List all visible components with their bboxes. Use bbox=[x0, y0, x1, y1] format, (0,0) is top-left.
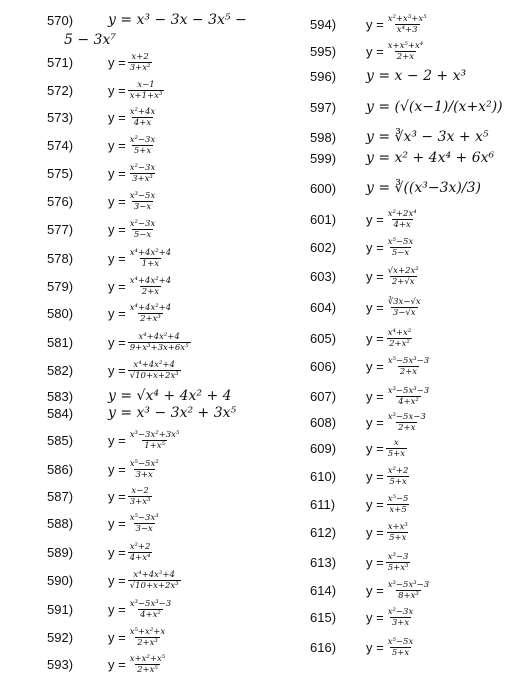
fraction bbox=[128, 52, 153, 73]
y-equals: y = bbox=[366, 16, 384, 32]
denominator: 2+√x bbox=[391, 276, 415, 287]
problem-number: 612) bbox=[310, 524, 337, 540]
numerator: x⁵−3x³ bbox=[129, 512, 159, 523]
numerator: x²+2 bbox=[387, 465, 409, 476]
problem-number: 604) bbox=[310, 299, 337, 315]
denominator: 2+x³ bbox=[137, 637, 158, 648]
y-equals: y = bbox=[108, 629, 126, 645]
y-equals: y = bbox=[108, 656, 126, 672]
fraction bbox=[128, 135, 158, 156]
fraction bbox=[386, 607, 416, 628]
denominator: x⁴+3 bbox=[396, 24, 418, 35]
problem-row bbox=[0, 540, 260, 564]
problem-row bbox=[0, 8, 260, 32]
numerator: x+x³ bbox=[387, 521, 408, 532]
problem-row bbox=[0, 105, 260, 129]
numerator: x²+x³+x⁵ bbox=[387, 13, 427, 24]
problem-row bbox=[260, 235, 520, 259]
fraction bbox=[386, 438, 407, 459]
problem-row bbox=[260, 464, 520, 488]
denominator: 9+x³+3x+6x⁵ bbox=[129, 342, 189, 353]
denominator: 2+x³ bbox=[140, 313, 161, 324]
numerator: x³−5x bbox=[129, 190, 156, 201]
y-equals: y = bbox=[366, 330, 384, 346]
denominator: 5+x bbox=[391, 647, 410, 658]
problem-row bbox=[260, 176, 520, 200]
problem-number: 587) bbox=[47, 488, 74, 504]
numerator: x⁴+4x²+4 bbox=[133, 359, 175, 370]
denominator: 5+x bbox=[389, 476, 407, 487]
y-equals: y = bbox=[108, 362, 126, 378]
denominator: 4+x bbox=[393, 219, 411, 230]
numerator: x⁴+x² bbox=[387, 327, 412, 338]
y-equals: y = bbox=[108, 488, 126, 504]
fraction bbox=[128, 430, 182, 451]
fraction bbox=[386, 494, 411, 515]
y-equals: y = bbox=[366, 468, 384, 484]
problem-row bbox=[0, 246, 260, 270]
problem-row bbox=[0, 50, 260, 74]
problem-number: 609) bbox=[310, 440, 337, 456]
denominator: x+5 bbox=[389, 504, 407, 515]
fraction bbox=[386, 356, 431, 377]
problem-row bbox=[0, 401, 260, 425]
y-equals: y = bbox=[108, 461, 126, 477]
denominator: 4+x² bbox=[140, 609, 161, 620]
problem-row bbox=[0, 457, 260, 481]
equation: y = ∛((x³−3x)/3) bbox=[366, 180, 481, 196]
fraction bbox=[386, 14, 429, 35]
problem-row bbox=[260, 39, 520, 63]
denominator: 4+x bbox=[133, 117, 152, 128]
problem-number: 570) bbox=[47, 12, 74, 28]
problem-number: 584) bbox=[47, 405, 74, 421]
numerator: x²+2x⁴ bbox=[387, 208, 417, 219]
problem-row bbox=[260, 354, 520, 378]
numerator: x−1 bbox=[137, 79, 155, 90]
problem-row bbox=[260, 436, 520, 460]
fraction bbox=[128, 513, 161, 534]
denominator: 5+x³ bbox=[387, 562, 409, 573]
numerator: x⁵−5 bbox=[387, 493, 409, 504]
problem-number: 572) bbox=[47, 82, 74, 98]
problem-number: 600) bbox=[310, 180, 337, 196]
y-equals: y = bbox=[108, 544, 126, 560]
denominator: 2+x bbox=[398, 422, 416, 433]
fraction bbox=[386, 209, 419, 230]
fraction bbox=[386, 297, 423, 318]
fraction bbox=[128, 459, 161, 480]
denominator: 8+x³ bbox=[398, 590, 419, 601]
y-equals: y = bbox=[366, 554, 384, 570]
denominator: 1+x bbox=[141, 258, 160, 269]
y-equals: y = bbox=[366, 639, 384, 655]
fraction bbox=[128, 599, 173, 620]
numerator: x⁴+4x²+4 bbox=[133, 569, 175, 580]
denominator: √10+x+2x³ bbox=[129, 370, 179, 381]
fraction bbox=[128, 570, 181, 591]
problem-number: 591) bbox=[47, 601, 74, 617]
problem-number: 573) bbox=[47, 109, 74, 125]
numerator: x³−5x³−3 bbox=[387, 385, 430, 396]
numerator: x³−5x³−3 bbox=[129, 598, 172, 609]
problem-row bbox=[260, 605, 520, 629]
denominator: 2+x bbox=[396, 51, 415, 62]
problem-number: 605) bbox=[310, 330, 337, 346]
numerator: x²−3x bbox=[129, 134, 156, 145]
numerator: x²−3x bbox=[129, 218, 156, 229]
fraction bbox=[128, 163, 158, 184]
fraction bbox=[386, 552, 411, 573]
denominator: 1+x⁵ bbox=[144, 440, 165, 451]
fraction bbox=[128, 332, 191, 353]
equation: y = (√(x−1)/(x+x²)) bbox=[366, 99, 503, 115]
fraction bbox=[386, 580, 431, 601]
numerator: x⁴+4x²+4 bbox=[129, 302, 172, 313]
problem-row bbox=[0, 78, 260, 102]
numerator: x−2 bbox=[131, 485, 149, 496]
equation: y = √x⁴ + 4x² + 4 bbox=[108, 388, 232, 404]
problem-row bbox=[0, 301, 260, 325]
problem-row bbox=[260, 326, 520, 350]
y-equals: y = bbox=[366, 358, 384, 374]
problem-row bbox=[0, 652, 260, 676]
fraction bbox=[386, 41, 425, 62]
problem-number: 610) bbox=[310, 468, 337, 484]
fraction bbox=[386, 412, 428, 433]
y-equals: y = bbox=[108, 432, 126, 448]
problem-row bbox=[260, 520, 520, 544]
problem-row bbox=[260, 295, 520, 319]
denominator: x+1+x³ bbox=[129, 90, 163, 101]
denominator: √10+x+2x³ bbox=[129, 580, 179, 591]
problem-number: 588) bbox=[47, 515, 74, 531]
numerator: x⁴+4x²+4 bbox=[138, 331, 180, 342]
numerator: ∛3x−√x bbox=[387, 296, 421, 307]
problem-number: 602) bbox=[310, 239, 337, 255]
problem-number: 585) bbox=[47, 432, 74, 448]
problem-row bbox=[260, 492, 520, 516]
problem-number: 613) bbox=[310, 554, 337, 570]
problem-number: 611) bbox=[310, 496, 336, 512]
problem-number: 575) bbox=[47, 165, 74, 181]
problem-number: 595) bbox=[310, 43, 337, 59]
y-equals: y = bbox=[108, 221, 126, 237]
fraction bbox=[386, 266, 421, 287]
y-equals: y = bbox=[108, 601, 126, 617]
y-equals: y = bbox=[108, 193, 126, 209]
problem-number: 616) bbox=[310, 639, 337, 655]
numerator: x²−3x bbox=[129, 162, 156, 173]
numerator: x+2 bbox=[131, 51, 149, 62]
problem-number: 579) bbox=[47, 278, 74, 294]
denominator: 5+x bbox=[389, 532, 407, 543]
fraction bbox=[128, 276, 173, 297]
problem-number: 589) bbox=[47, 544, 74, 560]
numerator: x³−3x²+3x⁵ bbox=[129, 429, 180, 440]
problem-row bbox=[0, 161, 260, 185]
denominator: 2+x bbox=[141, 286, 160, 297]
fraction bbox=[128, 654, 167, 675]
y-equals: y = bbox=[366, 440, 384, 456]
denominator: 3+x² bbox=[129, 62, 151, 73]
problem-row bbox=[260, 550, 520, 574]
equation: y = x³ − 3x² + 3x⁵ bbox=[108, 405, 237, 421]
problem-row bbox=[260, 12, 520, 36]
problem-number: 574) bbox=[47, 137, 74, 153]
numerator: x²+4x bbox=[129, 106, 156, 117]
denominator: 5+x bbox=[133, 145, 152, 156]
denominator: 3+x bbox=[391, 617, 410, 628]
problem-number: 578) bbox=[47, 250, 74, 266]
numerator: x⁵−5x³−3 bbox=[387, 355, 430, 366]
problem-row bbox=[0, 274, 260, 298]
y-equals: y = bbox=[366, 239, 384, 255]
problem-number: 603) bbox=[310, 268, 337, 284]
problem-number: 599) bbox=[310, 150, 337, 166]
fraction bbox=[128, 486, 153, 507]
y-equals: y = bbox=[108, 305, 126, 321]
numerator: √x+2x² bbox=[387, 265, 419, 276]
y-equals: y = bbox=[108, 278, 126, 294]
problem-row bbox=[260, 635, 520, 659]
numerator: x³−5x−3 bbox=[387, 411, 426, 422]
problem-row bbox=[0, 511, 260, 535]
problem-number: 576) bbox=[47, 193, 74, 209]
y-equals: y = bbox=[366, 414, 384, 430]
y-equals: y = bbox=[366, 299, 384, 315]
problem-number: 615) bbox=[310, 609, 337, 625]
problem-row bbox=[260, 384, 520, 408]
problem-number: 614) bbox=[310, 582, 337, 598]
y-equals: y = bbox=[366, 268, 384, 284]
fraction bbox=[128, 360, 181, 381]
fraction bbox=[386, 237, 416, 258]
problem-number: 607) bbox=[310, 388, 337, 404]
y-equals: y = bbox=[108, 82, 126, 98]
fraction bbox=[128, 248, 173, 269]
fraction bbox=[386, 328, 414, 349]
equation: y = x³ − 3x − 3x⁵ − bbox=[108, 12, 247, 28]
problem-row bbox=[0, 428, 260, 452]
fraction bbox=[386, 386, 431, 407]
problem-row bbox=[260, 95, 520, 119]
denominator: 3+x bbox=[135, 469, 153, 480]
denominator: 3−x bbox=[135, 523, 153, 534]
problem-row bbox=[260, 146, 520, 170]
y-equals: y = bbox=[108, 54, 126, 70]
denominator: 5−x bbox=[133, 229, 152, 240]
problem-row bbox=[0, 568, 260, 592]
problem-number: 594) bbox=[310, 16, 337, 32]
y-equals: y = bbox=[108, 109, 126, 125]
y-equals: y = bbox=[366, 609, 384, 625]
fraction bbox=[128, 627, 167, 648]
y-equals: y = bbox=[108, 334, 126, 350]
y-equals: y = bbox=[108, 165, 126, 181]
problem-number: 598) bbox=[310, 129, 337, 145]
fraction bbox=[386, 522, 410, 543]
fraction bbox=[128, 191, 158, 212]
numerator: x⁵−5x bbox=[387, 236, 414, 247]
fraction bbox=[128, 80, 165, 101]
equation: y = x − 2 + x³ bbox=[366, 68, 467, 84]
problem-number: 593) bbox=[47, 656, 74, 672]
problem-number: 577) bbox=[47, 221, 74, 237]
denominator: 5−x bbox=[391, 247, 410, 258]
denominator: 3−√x bbox=[392, 307, 416, 318]
fraction bbox=[128, 303, 173, 324]
numerator: x⁴+4x²+4 bbox=[129, 275, 172, 286]
denominator: 2+x⁵ bbox=[137, 664, 158, 675]
problem-number: 606) bbox=[310, 358, 337, 374]
denominator: 3+x³ bbox=[132, 173, 153, 184]
left-column: 570) y = x³ − 3x − 3x⁵ − 5 − 3x⁷ 571) y = $\frac{x+2}{\text{3+x²}}$ 572) y = $\frac{x-1}{\text{x+1+x³}}$ 573) y = $\frac{\text{x²+4x}}{4+x}$ 574) y = $\frac{\text{x²−3x}}{5+x}$ 575) y = $\frac{\text{x²−3x}}{\text{3+x³}}$ 576) y = $\frac{\text{x³−5x}}{3-x}$ 577) y = $\frac{\text{x²−3x}}{5-x}$ 578) y = $\frac{\text{x⁴+4x²+4}}{1+x}$ 579) y = $\frac{\text{x⁴+4x²+4}}{2+x}$ 580) y = $\frac{\text{x⁴+4x²+4}}{\text{2+x³}}$ 581) y = $\frac{\text{x⁴+4x²+4}}{\text{9+x³+3x+6x⁵}}$ 582) y = $\frac{\text{x⁴+4x²+4}}{\text{√10+x+2x³}}$ 583) y = √x⁴ + 4x² + 4 584) y = x³ − 3x² + 3x⁵ 585) y = $\frac{\text{x³−3x²+3x⁵}}{\text{1+x⁵}}$ 586) y = $\frac{\text{x⁵−5x²}}{3+x}$ 587) y = $\frac{x-2}{\text{3+x³}}$ 588) y = $\frac{\text{x⁵−3x³}}{3-x}$ 589) y = $\frac{\text{x²+2}}{\text{4+x⁴}}$ 590) y = $\frac{\text{x⁴+4x²+4}}{\text{√10+x+2x³}}$ 591) y = $\frac{\text{x³−5x³−3}}{\text{4+x²}}$ 592) y = $\frac{\text{x⁵+x²+x}}{\text{2+x³}}$ 593) y = $\frac{\text{x+x²+x⁵}}{\text{2+x⁵}}$ bbox=[0, 0, 260, 686]
problem-row bbox=[0, 189, 260, 213]
problem-row bbox=[260, 578, 520, 602]
denominator: 4+x⁴ bbox=[129, 552, 151, 563]
problem-number: 601) bbox=[310, 211, 337, 227]
denominator: 3+x³ bbox=[129, 496, 151, 507]
fraction bbox=[386, 466, 411, 487]
fraction bbox=[386, 637, 416, 658]
problem-row bbox=[260, 64, 520, 88]
problem-row bbox=[260, 264, 520, 288]
denominator: 4+x² bbox=[398, 396, 419, 407]
problem-row bbox=[0, 217, 260, 241]
numerator: x²−3x bbox=[387, 606, 414, 617]
problem-number: 583) bbox=[47, 388, 74, 404]
numerator: x⁴+4x²+4 bbox=[129, 247, 172, 258]
equation: y = x² + 4x⁴ + 6x⁶ bbox=[366, 150, 495, 166]
problem-row bbox=[0, 358, 260, 382]
denominator: 3−x bbox=[133, 201, 152, 212]
y-equals: y = bbox=[108, 137, 126, 153]
fraction bbox=[128, 219, 158, 240]
problem-row bbox=[0, 625, 260, 649]
y-equals: y = bbox=[366, 496, 384, 512]
problem-row bbox=[260, 207, 520, 231]
numerator: x+x⁵+x⁴ bbox=[387, 40, 424, 51]
fraction bbox=[128, 107, 158, 128]
y-equals: y = bbox=[108, 572, 126, 588]
numerator: x⁵−5x bbox=[387, 636, 414, 647]
problem-number: 597) bbox=[310, 99, 337, 115]
denominator: 2+x² bbox=[389, 338, 410, 349]
problem-number: 596) bbox=[310, 68, 337, 84]
problem-number: 582) bbox=[47, 362, 74, 378]
problem-row bbox=[0, 597, 260, 621]
numerator: x²+2 bbox=[129, 541, 151, 552]
right-column bbox=[260, 0, 520, 686]
problem-row bbox=[260, 410, 520, 434]
problem-number: 581) bbox=[47, 334, 74, 350]
y-equals: y = bbox=[366, 524, 384, 540]
numerator: x³−3 bbox=[387, 551, 409, 562]
numerator: x+x²+x⁵ bbox=[129, 653, 166, 664]
numerator: x⁵+x²+x bbox=[129, 626, 166, 637]
y-equals: y = bbox=[108, 515, 126, 531]
y-equals: y = bbox=[366, 211, 384, 227]
y-equals: y = bbox=[108, 250, 126, 266]
problem-number: 580) bbox=[47, 305, 74, 321]
denominator: 2+x bbox=[399, 366, 418, 377]
problem-number: 586) bbox=[47, 461, 74, 477]
problem-row bbox=[0, 330, 260, 354]
equation: y = ∛x³ − 3x + x⁵ bbox=[366, 129, 489, 145]
y-equals: y = bbox=[366, 582, 384, 598]
numerator: x⁵−5x² bbox=[129, 458, 159, 469]
y-equals: y = bbox=[366, 388, 384, 404]
problem-number: 592) bbox=[47, 629, 74, 645]
fraction bbox=[128, 542, 153, 563]
problem-number: 590) bbox=[47, 572, 74, 588]
problem-number: 571) bbox=[47, 54, 74, 70]
y-equals: y = bbox=[366, 43, 384, 59]
denominator: 5+x bbox=[387, 448, 406, 459]
numerator: x³−5x³−3 bbox=[387, 579, 430, 590]
problem-number: 608) bbox=[310, 414, 337, 430]
numerator: x bbox=[393, 437, 399, 448]
problem-row bbox=[0, 484, 260, 508]
problem-row bbox=[0, 133, 260, 157]
